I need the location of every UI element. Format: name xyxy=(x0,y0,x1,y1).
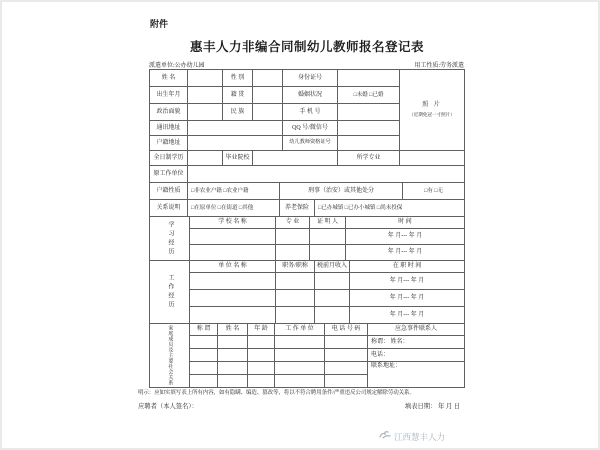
teacher-cert-label: 幼儿教师资格证号 xyxy=(283,136,338,151)
family-name-cell xyxy=(218,362,248,375)
edu-school-cell xyxy=(190,229,276,245)
pension-label: 养老保险 xyxy=(280,200,315,217)
hukou-type-checkboxes: □非农业户籍 □农业户籍 xyxy=(188,183,280,200)
family-section xyxy=(149,323,465,388)
family-unit-cell xyxy=(275,375,325,388)
dispatch-unit-text: 派遣单位:公办幼儿园 xyxy=(149,63,205,69)
marital-label: 婚姻状况 xyxy=(283,87,338,104)
photo-title: 照 片 xyxy=(422,102,442,109)
fill-date-label: 填表日期： 年 月 日 xyxy=(404,403,460,410)
family-phone-cell xyxy=(325,336,368,349)
family-relation-cell xyxy=(190,336,218,349)
work-position-cell xyxy=(276,290,315,307)
major-value-cell xyxy=(400,151,465,166)
major-label: 所学专业 xyxy=(338,151,400,166)
name-value-cell xyxy=(188,70,223,87)
college-value-cell xyxy=(253,151,338,166)
political-value-cell xyxy=(188,104,223,121)
address-label: 通讯地址 xyxy=(150,121,188,136)
edu-school-cell xyxy=(190,245,276,261)
education-degree-value-cell xyxy=(188,151,223,166)
pension-checkboxes: □已办城镇 □已办小城镇 □尚未投保 xyxy=(315,200,465,217)
id-number-label: 身份证号 xyxy=(283,70,338,87)
family-phone-cell xyxy=(325,375,368,388)
edu-major-cell xyxy=(276,245,310,261)
edu-major-header: 专 业 xyxy=(276,217,310,229)
emergency-contact-header: 应急事件联系人 xyxy=(368,324,465,336)
work-history-section xyxy=(149,260,465,324)
photo-cell xyxy=(400,70,465,151)
family-age-header: 年 龄 xyxy=(248,324,275,336)
signature-row xyxy=(138,401,460,410)
work-tenure-cell: 年 月--- 年 月 xyxy=(350,273,465,290)
work-unit-cell xyxy=(190,273,276,290)
work-salary-cell xyxy=(315,307,350,324)
work-salary-cell xyxy=(315,290,350,307)
edu-major-cell xyxy=(276,229,310,245)
work-salary-header: 税前月收入 xyxy=(315,261,350,273)
family-section-label: 家庭成员及主要社会关系 xyxy=(167,325,173,386)
gender-value-cell xyxy=(253,70,283,87)
family-phone-header: 电 话 号 码 xyxy=(325,324,368,336)
hukou-address-label: 户籍地址 xyxy=(150,136,188,151)
work-position-cell xyxy=(276,307,315,324)
id-number-value-cell xyxy=(338,70,400,87)
ethnic-value-cell xyxy=(253,104,283,121)
family-phone-cell xyxy=(325,362,368,375)
work-section-label-cell xyxy=(150,261,190,324)
attachment-label: 附件 xyxy=(150,20,169,30)
family-relation-cell xyxy=(190,362,218,375)
form-title: 惠丰人力非编合同制幼儿教师报名登记表 xyxy=(189,39,424,54)
work-section-label: 工作经历 xyxy=(166,274,173,310)
relation-note-label: 关系说明 xyxy=(150,200,188,217)
edu-reference-cell xyxy=(310,229,346,245)
education-section-label: 学习经历 xyxy=(166,220,173,257)
family-relation-cell xyxy=(190,375,218,388)
family-unit-cell xyxy=(275,349,325,362)
family-name-cell xyxy=(218,375,248,388)
work-tenure-cell: 年 月--- 年 月 xyxy=(350,307,465,324)
education-degree-label: 全日制学历 xyxy=(150,151,188,166)
hukou-address-value-cell xyxy=(188,136,283,151)
qq-wechat-value-cell xyxy=(338,121,400,136)
address-value-cell xyxy=(188,121,283,136)
edu-time-cell: 年 月--- 年 月 xyxy=(346,229,465,245)
work-unit-cell xyxy=(190,290,276,307)
form-subheader xyxy=(149,60,464,69)
edu-reference-header: 证 明 人 xyxy=(310,217,346,229)
punishment-label: 刑事（治安）或其他处分 xyxy=(280,183,403,200)
punishment-checkboxes: □有 □无 xyxy=(403,183,465,200)
birth-value-cell xyxy=(188,87,223,104)
footer-watermark xyxy=(379,430,445,443)
work-salary-cell xyxy=(315,273,350,290)
native-place-label: 籍 贯 xyxy=(223,87,253,104)
education-history-section xyxy=(149,216,465,261)
family-age-cell xyxy=(248,349,275,362)
family-age-cell xyxy=(248,375,275,388)
company-logo-text: 江西慧丰人力 xyxy=(394,432,446,443)
work-position-cell xyxy=(276,273,315,290)
college-label: 毕业院校 xyxy=(223,151,253,166)
marital-checkboxes: □未婚 □已婚 xyxy=(338,87,400,104)
emergency-phone-line: 电话： xyxy=(368,349,465,362)
family-section-label-cell xyxy=(150,324,190,388)
teacher-cert-value-cell xyxy=(338,136,400,151)
family-unit-cell xyxy=(275,336,325,349)
school-name-header: 学 校 名 称 xyxy=(190,217,276,229)
disclaimer-note: 明示：应如实填写表上所有内容，如有隐瞒、编造、篡改等，将以不符合聘用条件/严重违反公司规定解除劳动关系。 xyxy=(138,390,415,396)
mobile-value-cell xyxy=(338,104,400,121)
basic-info-section xyxy=(149,69,465,183)
qq-wechat-label: QQ 号/微信号 xyxy=(283,121,338,136)
relation-checkboxes: □在原单位 □在街道 □其他 xyxy=(188,200,280,217)
family-relation-header: 称 谓 xyxy=(190,324,218,336)
work-unit-header: 单 位 名 称 xyxy=(190,261,276,273)
gender-label: 性 别 xyxy=(223,70,253,87)
family-unit-header: 工 作 单 位 xyxy=(275,324,325,336)
family-unit-cell xyxy=(275,362,325,375)
family-relation-cell xyxy=(190,349,218,362)
emergency-address-line: 联系地址： xyxy=(368,362,465,388)
education-section-label-cell xyxy=(150,217,190,261)
hukou-pension-section xyxy=(149,182,465,217)
work-tenure-cell: 年 月--- 年 月 xyxy=(350,290,465,307)
family-name-cell xyxy=(218,349,248,362)
family-age-cell xyxy=(248,336,275,349)
edu-time-header: 时 间 xyxy=(346,217,465,229)
work-unit-cell xyxy=(190,307,276,324)
edu-time-cell: 年 月--- 年 月 xyxy=(346,245,465,261)
hukou-type-label: 户籍性质 xyxy=(150,183,188,200)
previous-employer-value-cell xyxy=(188,166,465,183)
political-label: 政治面貌 xyxy=(150,104,188,121)
name-label: 姓 名 xyxy=(150,70,188,87)
employment-nature-text: 用工性质:劳务派遣 xyxy=(414,63,464,69)
birth-label: 出生年月 xyxy=(150,87,188,104)
work-tenure-header: 在 职 时 间 xyxy=(350,261,465,273)
family-phone-cell xyxy=(325,349,368,362)
emergency-name-line: 称谓： 姓名： xyxy=(368,336,465,349)
edu-reference-cell xyxy=(310,245,346,261)
company-logo-icon xyxy=(379,430,391,443)
family-age-cell xyxy=(248,362,275,375)
family-name-cell xyxy=(218,336,248,349)
photo-note: （近期免冠一寸照片） xyxy=(409,112,455,118)
mobile-label: 手 机 号 xyxy=(283,104,338,121)
form-table xyxy=(149,69,464,388)
applicant-signature-label: 应聘者（本人签名）： xyxy=(138,403,198,410)
previous-employer-label: 原工作单位 xyxy=(150,166,188,183)
family-name-header: 姓 名 xyxy=(218,324,248,336)
native-place-value-cell xyxy=(253,87,283,104)
work-position-header: 职务/职称 xyxy=(276,261,315,273)
ethnic-label: 民 族 xyxy=(223,104,253,121)
